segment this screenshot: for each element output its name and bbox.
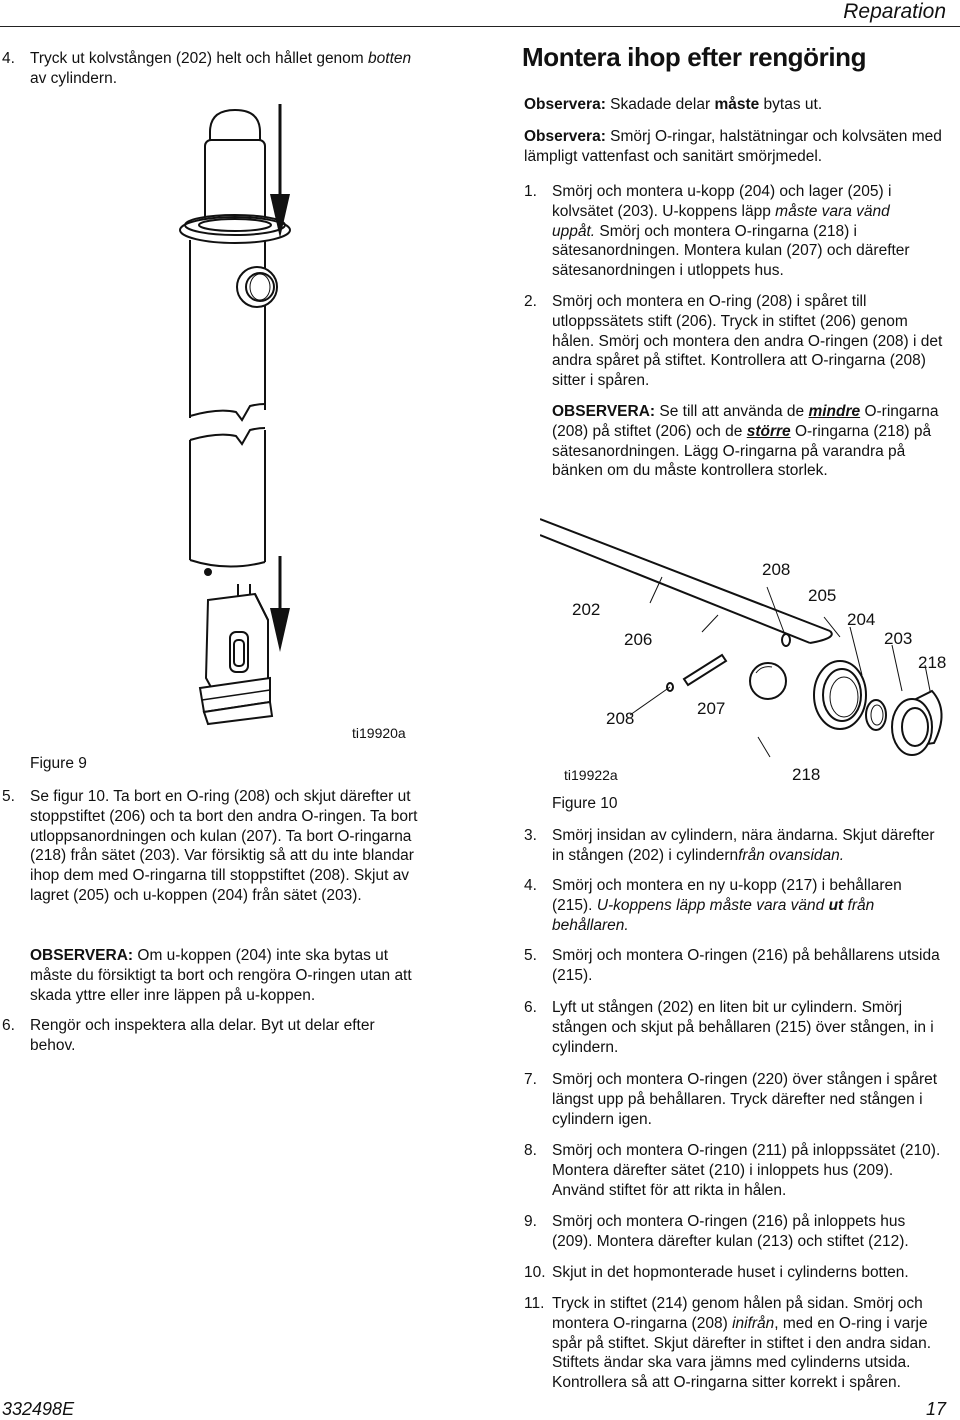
warning-note: OBSERVERA: Om u-koppen (204) inte ska bytas ut måste du försiktigt ta bort och rengöra O-ringen utan att skada yttre eller inre läppen på u-koppen. — [30, 947, 412, 1004]
step-number: 6. — [524, 999, 537, 1016]
step-text: Smörj och montera en O-ring (208) i spåret till utloppssätets stift (206). Tryck in stiftet (206) genom hålen. Smörj och montera den andra O-ringen (208) i det andra spåret på stiftet. Kontrollera att O-ringarna (208) sitter i spåren. — [552, 293, 943, 390]
figure-9-illustration — [160, 100, 360, 760]
step-text: Smörj och montera O-ringen (216) på inloppets hus (209). Montera därefter kulan (213) och stiftet (212). — [552, 1213, 909, 1250]
step-6 — [2, 1016, 422, 1056]
assembly-step-4 — [524, 876, 944, 935]
step-number: 6. — [2, 1017, 15, 1034]
callout-207: 207 — [697, 699, 726, 718]
step-text: Tryck in stiftet (214) genom hålen på sidan. Smörj och montera O-ringarna (208) inifrån, med en O-ring i varje spår på stiftet. Skjut därefter in stiftet i den andra sidan. Stiftets ändar ska vara jämns med cylinderns utsida. Kontrollera så att O-ringarna sitter korrekt i spåren. — [552, 1295, 932, 1392]
document-number: 332498E — [2, 1399, 75, 1419]
step-text: Tryck ut kolvstången (202) helt och hållet genom botten av cylindern. — [30, 50, 412, 87]
step-text: Smörj och montera O-ringen (220) över stången i spåret längst upp på behållaren. Tryck därefter ned stången i cylindern igen. — [552, 1071, 938, 1128]
step-number: 11. — [524, 1295, 545, 1312]
assembly-step-1 — [524, 182, 934, 281]
step-text: Smörj och montera O-ringen (211) på inloppssätet (210). Montera därefter sätet (210) i inloppets hus (209). Använd stiftet för att rikta in hålen. — [552, 1142, 941, 1199]
step-text: Skjut in det hopmonterade huset i cylinderns botten. — [552, 1264, 909, 1281]
callout-208-top: 208 — [762, 560, 791, 579]
step-text: Lyft ut stången (202) en liten bit ur cylindern. Smörj stången och skjut på behållaren (215) över stången, in i cylindern. — [552, 999, 934, 1056]
step-4 — [2, 49, 412, 89]
step-number: 10. — [524, 1264, 546, 1281]
step-number: 9. — [524, 1213, 537, 1230]
step-text: Rengör och inspektera alla delar. Byt ut delar efter behov. — [30, 1017, 375, 1054]
callout-202: 202 — [572, 600, 601, 619]
observation-2: Observera: Smörj O-ringar, halstätningar och kolvsäten med lämpligt vattenfast och sanitärt smörjmedel. — [524, 128, 942, 165]
step-number: 4. — [524, 877, 537, 894]
callout-218-top: 218 — [918, 653, 947, 672]
callout-203: 203 — [884, 629, 913, 648]
figure-9-code: ti19920a — [352, 725, 406, 741]
observation-1: Observera: Skadade delar måste bytas ut. — [524, 96, 823, 113]
callout-206: 206 — [624, 630, 653, 649]
figure-10-label: Figure 10 — [552, 795, 618, 812]
step-number: 5. — [524, 947, 537, 964]
section-title: Reparation — [843, 0, 946, 23]
assembly-step-3 — [524, 826, 944, 866]
assembly-step-5 — [524, 946, 944, 986]
callout-208-bottom: 208 — [606, 709, 635, 728]
step-text: Smörj och montera en ny u-kopp (217) i behållaren (215). U-koppens läpp måste vara vänd ut från behållaren. — [552, 877, 902, 934]
assembly-step-11 — [524, 1294, 956, 1393]
figure-10-code: ti19922a — [564, 767, 618, 783]
figure-9-label: Figure 9 — [30, 755, 87, 772]
callout-205: 205 — [808, 586, 837, 605]
step-text: Se figur 10. Ta bort en O-ring (208) och skjut därefter ut stoppstiftet (206) och ta bort den andra O-ringen. Ta bort utloppsanordningen och kulan (207). Ta bort O-ringarna (218) från sätet (203). Var försiktig så att du inte blandar ihop dem med O-ringarna till stoppstiftet (208). Skjut av lagret (205) och u-koppen (204) från sätet (203). — [30, 788, 418, 904]
step-text: Smörj och montera u-kopp (204) och lager (205) i kolvsätet (203). U-koppens läpp måste vara vänd uppåt. Smörj och montera O-ringarna (218) i sätesanordningen. Montera kulan (207) och därefter sätesanordningen i utloppets hus. — [552, 183, 910, 280]
step-number: 5. — [2, 788, 15, 805]
header-divider — [0, 26, 960, 27]
callout-204: 204 — [847, 610, 876, 629]
step-number: 7. — [524, 1071, 537, 1088]
step-number: 8. — [524, 1142, 537, 1159]
step-number: 3. — [524, 827, 537, 844]
step-number: 2. — [524, 293, 537, 310]
assembly-step-6 — [524, 998, 954, 1057]
assembly-step-8 — [524, 1141, 944, 1200]
size-note: OBSERVERA: Se till att använda de mindre O-ringarna (208) på stiftet (206) och de större O-ringarna (218) på sätesanordningen. Lägg O-ringarna på varandra på bänken om du måste kontrollera storlek. — [552, 403, 939, 480]
assembly-step-10 — [524, 1263, 954, 1283]
step-number: 4. — [2, 50, 15, 67]
step-5 — [2, 787, 430, 906]
step-text: Smörj insidan av cylindern, nära ändarna. Skjut därefter in stången (202) i cylindernfrån ovansidan. — [552, 827, 935, 864]
page-heading: Montera ihop efter rengöring — [522, 42, 867, 72]
callout-218-bottom: 218 — [792, 765, 821, 784]
step-number: 1. — [524, 183, 537, 200]
assembly-step-9 — [524, 1212, 944, 1252]
page-number: 17 — [925, 1399, 946, 1419]
step-text: Smörj och montera O-ringen (216) på behållarens utsida (215). — [552, 947, 940, 984]
assembly-step-7 — [524, 1070, 944, 1129]
assembly-step-2 — [524, 292, 954, 391]
